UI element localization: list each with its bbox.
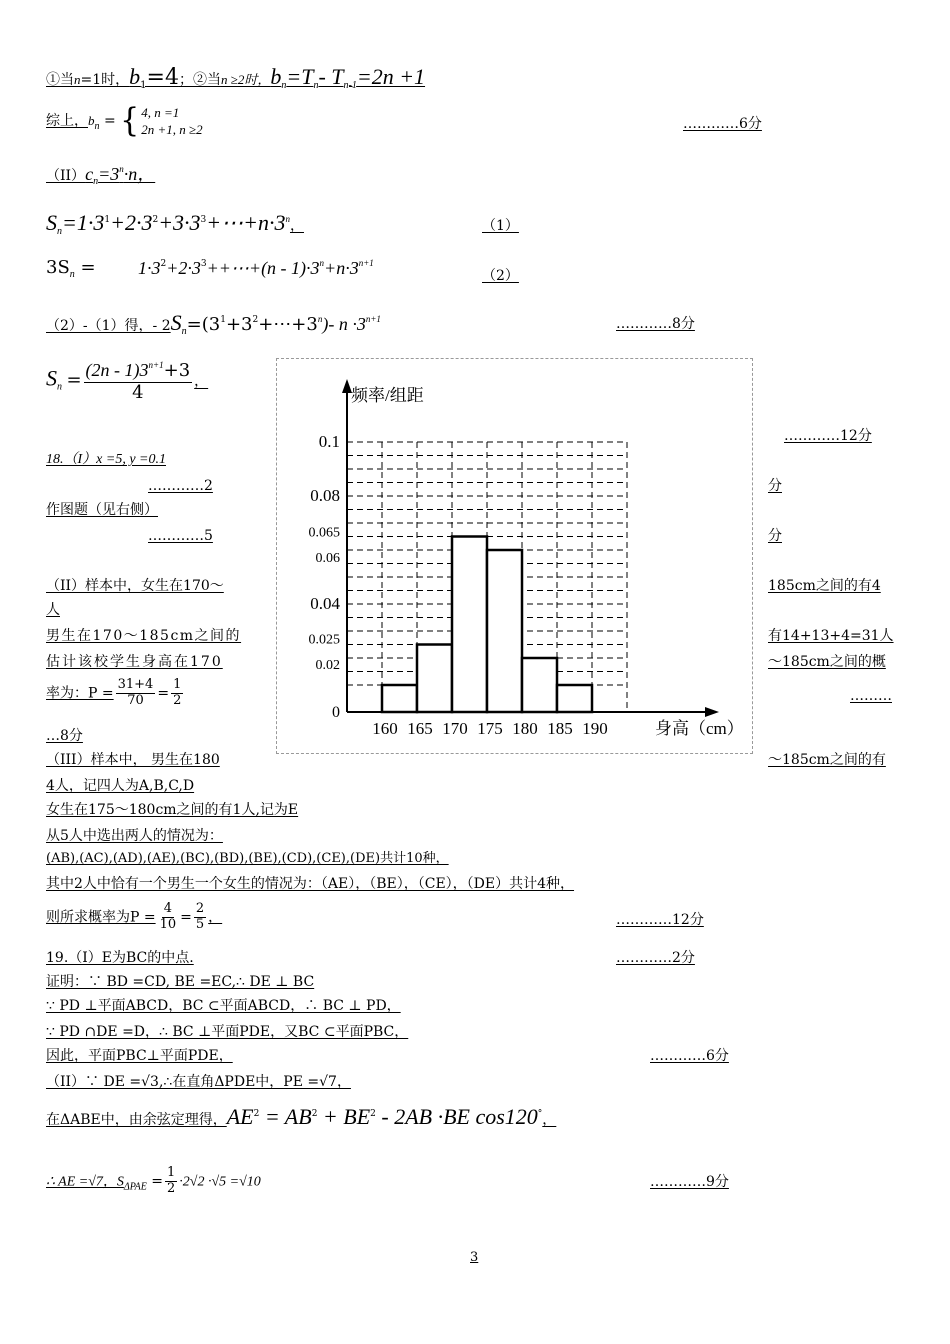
text: ∴ AE =√7，S [46, 1174, 124, 1190]
x-tick-label: 185 [547, 719, 573, 738]
y-tick-label: 0.02 [315, 658, 340, 673]
x-axis-label: 身高（cm） [655, 719, 744, 738]
text: 在ΔABE中，由余弦定理得， [46, 1112, 227, 1128]
text: =1·3 [62, 210, 105, 235]
text: ++⋯+(n - 1)·3 [206, 258, 320, 278]
text: +2·3 [110, 210, 153, 235]
q19-line-a: 19.（I）E为BC的中点. [46, 950, 194, 966]
x-axis-arrow [705, 707, 719, 717]
q19-line-e: 因此，平面PBC⊥平面PDE， [46, 1048, 233, 1064]
histogram-chart [276, 358, 753, 754]
text: +2·3 [166, 258, 201, 278]
q18-line-e: （II）样本中，女生在170～ [46, 578, 224, 594]
y-tick-label: 0 [332, 704, 340, 721]
q19-line-c: ∵ PD ⊥平面ABCD，BC ⊂平面ABCD，∴ BC ⊥ PD， [46, 998, 401, 1014]
line-4: $S_n=1\cdot 3^1+2\cdot 3^2+3\cdot 3^3+\cdots+n\cdot 3^n$， [46, 210, 304, 237]
text: 4 [132, 381, 144, 403]
case-1: 4, n =1 [141, 105, 180, 120]
text: ；②当 [178, 72, 221, 88]
q18-line-d2: 分 [768, 528, 782, 544]
q18-line-q [46, 902, 222, 933]
text: +3 [163, 360, 191, 381]
text: =4 [146, 65, 179, 90]
text: S [170, 310, 182, 335]
text: 5 [195, 916, 205, 932]
text: n [74, 72, 81, 87]
y-tick-label: 0.1 [318, 432, 340, 451]
text: = AB [259, 1104, 312, 1129]
text: 1·3 [138, 258, 161, 278]
text: （II） [46, 168, 86, 184]
q19-line-h [46, 1166, 261, 1197]
text: 2 [195, 901, 205, 916]
histogram-bar [382, 685, 417, 712]
text: +n·3 [324, 258, 359, 278]
text: - T [318, 64, 344, 89]
q18-line-k: （III）样本中， 男生在180 [46, 752, 220, 768]
text: +3·3 [158, 210, 201, 235]
line-5: $3S_n$ = [46, 257, 96, 280]
q18-line-m: 女生在175～180cm之间的有1人,记为E [46, 802, 299, 818]
tag-2: （2） [482, 268, 519, 284]
q18-line-h: 估计该校学生身高在170 [46, 654, 223, 670]
q18-line-o: (AB),(AC),(AD),(AE),(BC),(BD),(BE),(CD),(CE),(DE)共计10种， [46, 851, 449, 866]
text: ①当 [46, 72, 74, 88]
line-7: $S_n$ = $\frac{(2n - 1)3^{n+1}+3}{4}$ ， [46, 360, 209, 403]
x-tick-label: 180 [512, 719, 538, 738]
score-6: …………6分 [683, 116, 762, 132]
q18-line-c: 作图题（见右侧） [46, 502, 158, 518]
text: 2 [173, 692, 182, 708]
text: AE [226, 1104, 254, 1129]
text: S [46, 210, 57, 235]
text: ·n， [123, 164, 156, 184]
text: )- n ·3 [322, 314, 366, 334]
line-5-expr: $1\cdot 3^2+2\cdot 3^3++\cdots+(n - 1)\cdot 3^n+n\cdot 3^{n+1}$ [138, 258, 374, 278]
text: 1 [166, 1165, 176, 1180]
text: 2 [166, 1180, 176, 1196]
x-tick-label: 175 [477, 719, 503, 738]
q19-line-g: 在ΔABE中，由余弦定理得，$AE^2 = AB^2 + BE^2 - 2AB \cdot BE$ cos120°， [46, 1104, 557, 1129]
q18-line-p: 其中2人中恰有一个男生一个女生的情况为：（AE），（BE），（CE），（DE）共计4种， [46, 876, 575, 892]
text: =3 [98, 164, 120, 184]
text: +⋯+3 [258, 314, 318, 335]
line-1: ①当n=1时，$b_1=4$；②当n ≥2时，$b_n=T_n-$ $T_{n-1}=2n +1$ [46, 64, 426, 91]
q18-line-a: 18.（I）x =5, y =0.1 [46, 452, 166, 467]
text: ΔPAE [123, 1181, 147, 1193]
q18-line-d: …………5 [148, 528, 213, 544]
q18-line-g: 男生在170～185cm之间的 [46, 628, 242, 644]
q18-line-f: 人 [46, 602, 60, 618]
q18-line-e2: 185cm之间的有4 [768, 578, 881, 594]
q18-line-i [46, 678, 185, 709]
x-tick-label: 170 [442, 719, 468, 738]
text: ， [208, 909, 223, 926]
line-2: 综上，$b_n$ = { 4, n =1 2n +1, n ≥2 [46, 101, 203, 140]
q18-line-k2: ～185cm之间的有 [768, 752, 886, 768]
text: 率为：P = [46, 685, 114, 702]
text: （2）-（1）得，- 2 [46, 318, 171, 334]
q18-line-n: 从5人中选出两人的情况为： [46, 828, 223, 844]
score-8: …………8分 [616, 316, 695, 332]
q18-line-h2: ～185cm之间的概 [768, 654, 886, 670]
q19-line-d: ∵ PD ∩DE =D，∴ BC ⊥平面PDE，又BC ⊂平面PBC， [46, 1024, 409, 1040]
q18-line-l: 4人，记四人为A,B,C,D [46, 778, 195, 794]
y-tick-label: 0.06 [315, 551, 340, 566]
q18-line-b: …………2 [148, 478, 213, 494]
text: b [270, 64, 282, 89]
text: 10 [159, 916, 177, 932]
q19-line-f: （II）∵ DE =√3,∴在直角ΔPDE中，PE =√7， [46, 1074, 351, 1090]
histogram-bar [557, 685, 592, 712]
histogram-bar [452, 537, 487, 713]
score-12b: …………12分 [616, 912, 704, 928]
text: =1时， [80, 72, 130, 88]
text: c [85, 164, 94, 184]
text: b [129, 64, 141, 89]
q18-line-g2: 有14+13+4=31人 [768, 628, 894, 644]
text: = [146, 1173, 163, 1190]
line-6: （2）-（1）得，- $2S_n=(3^1+3^2+\cdots+3^n)-$ $n \cdot 3^{n+1}$ [46, 310, 381, 337]
page-number: 3 [470, 1250, 479, 1265]
text: - 2AB ·BE cos120 [375, 1104, 538, 1129]
y-axis-label: 频率/组距 [351, 386, 424, 405]
text: S [46, 365, 57, 391]
histogram-bar [522, 658, 557, 712]
text: ， [542, 1112, 557, 1128]
y-tick-label: 0.08 [310, 486, 340, 505]
x-tick-label: 165 [407, 719, 433, 738]
text: n ≥2时， [220, 72, 271, 87]
text: +⋯+n·3 [206, 210, 286, 235]
q19-score-9: …………9分 [650, 1174, 729, 1190]
text: 70 [127, 692, 144, 708]
text: = [180, 909, 192, 926]
q18-line-j: …8分 [46, 728, 83, 744]
text: = [157, 685, 170, 702]
y-tick-label: 0.04 [310, 594, 340, 613]
q19-score-6: …………6分 [650, 1048, 729, 1064]
text: 综上， [46, 113, 88, 129]
text: 3S [46, 257, 70, 278]
text: b [88, 113, 95, 128]
text: =2n +1 [356, 64, 426, 89]
y-tick-label: 0.065 [308, 525, 340, 541]
text: ， [289, 218, 304, 234]
score-12a: …………12分 [784, 428, 872, 444]
text: =T [286, 64, 314, 89]
text: + BE [317, 1104, 371, 1129]
case-2: 2n +1, n ≥2 [141, 122, 203, 137]
text: =(3 [186, 314, 221, 335]
q18-line-i2: ……… [850, 688, 892, 704]
text: (2n - 1)3 [85, 360, 149, 380]
text: = [74, 257, 96, 278]
histogram-svg [277, 359, 752, 753]
q19-score-2: …………2分 [616, 950, 695, 966]
text: 31+4 [117, 677, 154, 692]
line-3: $(II)c_n=3^n\cdot n$， [46, 164, 156, 187]
q19-line-b: 证明：∵ BD =CD, BE =EC,∴ DE ⊥ BC [46, 974, 315, 990]
y-tick-label: 0.025 [308, 632, 340, 648]
text: +3 [225, 314, 253, 335]
histogram-bar [417, 645, 452, 713]
x-tick-label: 190 [582, 719, 608, 738]
text: 1 [173, 677, 182, 692]
histogram-bar [487, 550, 522, 712]
text: 则所求概率为P = [46, 909, 156, 926]
x-tick-label: 160 [372, 719, 398, 738]
tag-1: （1） [482, 218, 519, 234]
text: 4 [163, 901, 173, 916]
text: ·2√2 ·√5 =√10 [179, 1174, 261, 1190]
text: ， [194, 373, 209, 390]
q18-line-b2: 分 [768, 478, 782, 494]
